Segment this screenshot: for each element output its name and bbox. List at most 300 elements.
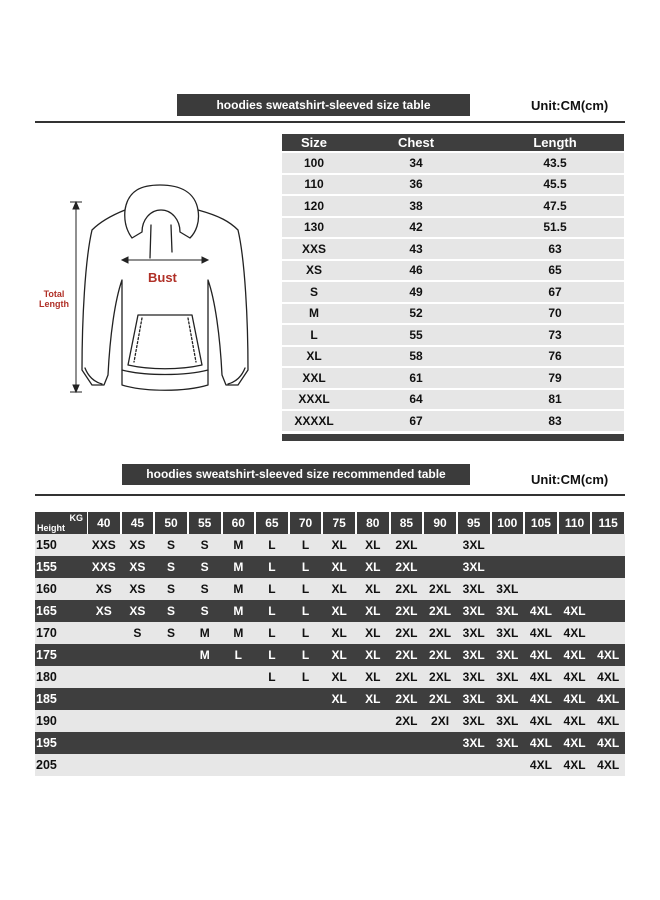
size-recommendation-cell: XL xyxy=(322,622,356,644)
size-recommendation-cell xyxy=(154,732,188,754)
corner-kg: KG xyxy=(69,513,83,523)
size-recommendation-cell: L xyxy=(255,644,289,666)
size-recommendation-cell: 3XL xyxy=(491,644,525,666)
length-cell: 70 xyxy=(548,306,562,321)
size-cell: 130 xyxy=(303,220,325,235)
length-cell: 73 xyxy=(548,327,562,342)
weight-header-cell xyxy=(121,512,155,534)
size-recommendation-cell xyxy=(423,754,457,776)
chest-cell: 36 xyxy=(409,177,423,192)
size-recommendation-cell: 3XL xyxy=(457,556,491,578)
size-recommendation-cell: XL xyxy=(356,666,390,688)
size-recommendation-cell: 3XL xyxy=(491,622,525,644)
size-recommendation-cell: 4XL xyxy=(558,600,592,622)
size-recommendation-cell: S xyxy=(154,622,188,644)
size-table-row xyxy=(282,175,624,195)
size-recommendation-cell xyxy=(121,666,155,688)
size-recommendation-cell xyxy=(255,688,289,710)
size-recommendation-cell: 4XL xyxy=(591,666,625,688)
size-recommendation-cell: 4XL xyxy=(524,710,558,732)
size-recommendation-cell: 3XL xyxy=(457,666,491,688)
size-recommendation-cell: S xyxy=(154,600,188,622)
size-table-header xyxy=(282,134,624,151)
height-cell: 150 xyxy=(35,534,87,556)
length-cell: 51.5 xyxy=(543,220,567,235)
size-recommendation-cell: 2XL xyxy=(423,666,457,688)
size-cell: 120 xyxy=(303,198,325,213)
size-recommendation-cell xyxy=(188,732,222,754)
weight-header-label: 60 xyxy=(223,512,255,534)
size-recommendation-cell: 4XL xyxy=(524,644,558,666)
size-cell: XXL xyxy=(302,370,326,385)
recommend-row xyxy=(35,666,625,688)
corner-cell xyxy=(35,512,87,534)
weight-header-label: 40 xyxy=(88,512,120,534)
size-recommendation-cell: XS xyxy=(87,600,121,622)
size-recommendation-cell: L xyxy=(255,666,289,688)
size-recommendation-cell xyxy=(491,534,525,556)
size-recommendation-cell xyxy=(591,578,625,600)
size-cell: XXXXL xyxy=(294,413,334,428)
size-recommendation-cell xyxy=(322,732,356,754)
size-table-row xyxy=(282,304,624,324)
size-recommendation-cell xyxy=(87,644,121,666)
length-cell: 83 xyxy=(548,413,562,428)
chest-cell: 55 xyxy=(409,327,423,342)
size-recommendation-cell: 4XL xyxy=(524,600,558,622)
size-recommendation-cell xyxy=(289,732,323,754)
size-recommendation-cell: 2XI xyxy=(423,710,457,732)
size-recommendation-cell: S xyxy=(188,600,222,622)
size-table-title: hoodies sweatshirt-sleeved size table xyxy=(177,94,470,116)
size-table-row xyxy=(282,261,624,281)
size-recommendation-cell: 3XL xyxy=(457,600,491,622)
weight-header-label: 80 xyxy=(357,512,389,534)
size-recommendation-cell: 3XL xyxy=(457,710,491,732)
weight-header-label: 100 xyxy=(492,512,524,534)
recommend-row xyxy=(35,534,625,556)
size-recommendation-cell xyxy=(188,666,222,688)
size-table xyxy=(282,134,624,441)
size-recommendation-cell xyxy=(188,688,222,710)
size-recommendation-cell xyxy=(423,556,457,578)
size-recommendation-cell xyxy=(524,578,558,600)
height-cell: 185 xyxy=(35,688,87,710)
weight-header-label: 105 xyxy=(525,512,557,534)
size-recommendation-cell: XS xyxy=(121,534,155,556)
size-recommendation-cell: 2XL xyxy=(390,644,424,666)
size-recommendation-cell xyxy=(154,710,188,732)
size-recommendation-cell: S xyxy=(154,534,188,556)
size-recommendation-cell xyxy=(154,666,188,688)
size-recommendation-cell: M xyxy=(222,534,256,556)
size-recommendation-cell: XL xyxy=(322,556,356,578)
weight-header-cell xyxy=(154,512,188,534)
total-length-line2: Length xyxy=(39,299,69,309)
size-recommendation-cell: 2XL xyxy=(390,622,424,644)
size-recommendation-cell: L xyxy=(289,600,323,622)
size-recommendation-cell xyxy=(121,710,155,732)
weight-header-label: 110 xyxy=(559,512,591,534)
size-recommendation-cell xyxy=(491,556,525,578)
size-recommendation-cell: 2XL xyxy=(390,534,424,556)
size-recommendation-cell: XS xyxy=(121,578,155,600)
size-recommendation-cell: S xyxy=(188,534,222,556)
weight-header-cell xyxy=(524,512,558,534)
column-header-length: Length xyxy=(533,135,577,150)
size-recommendation-cell: 4XL xyxy=(524,622,558,644)
size-recommendation-cell xyxy=(322,754,356,776)
size-recommendation-cell: 2XL xyxy=(390,578,424,600)
unit-label: Unit:CM(cm) xyxy=(531,98,609,113)
size-recommendation-cell xyxy=(423,534,457,556)
size-recommendation-cell xyxy=(87,732,121,754)
weight-header-label: 75 xyxy=(323,512,355,534)
weight-header-label: 50 xyxy=(155,512,187,534)
size-recommendation-cell: 2XL xyxy=(423,600,457,622)
size-recommendation-cell: 2XL xyxy=(390,600,424,622)
height-cell: 205 xyxy=(35,754,87,776)
size-recommendation-cell: 4XL xyxy=(591,710,625,732)
size-recommendation-cell xyxy=(322,710,356,732)
recommend-row xyxy=(35,600,625,622)
size-recommendation-cell xyxy=(121,732,155,754)
total-length-label xyxy=(36,289,72,309)
size-recommendation-cell: 4XL xyxy=(558,666,592,688)
size-recommendation-cell: M xyxy=(222,600,256,622)
size-recommendation-cell: S xyxy=(188,578,222,600)
size-cell: XS xyxy=(305,263,322,278)
size-recommendation-cell: XL xyxy=(322,534,356,556)
height-cell: 165 xyxy=(35,600,87,622)
size-recommendation-cell: 3XL xyxy=(457,534,491,556)
size-recommendation-cell: M xyxy=(188,644,222,666)
recommend-row xyxy=(35,710,625,732)
weight-header-cell xyxy=(356,512,390,534)
size-recommendation-cell: 3XL xyxy=(491,710,525,732)
size-cell: 100 xyxy=(303,155,325,170)
size-recommendation-cell: XL xyxy=(322,666,356,688)
size-recommendation-cell xyxy=(390,754,424,776)
size-recommendation-cell: 3XL xyxy=(457,644,491,666)
weight-header-cell xyxy=(491,512,525,534)
size-table-row xyxy=(282,218,624,238)
size-recommendation-cell: XL xyxy=(322,600,356,622)
total-length-line1: Total xyxy=(43,289,65,299)
size-recommendation-cell: 2XL xyxy=(390,556,424,578)
size-recommendation-cell xyxy=(222,688,256,710)
size-recommendation-cell xyxy=(222,732,256,754)
size-recommendation-cell: XS xyxy=(121,556,155,578)
size-recommendation-cell xyxy=(255,754,289,776)
size-cell: XXS xyxy=(301,241,326,256)
size-recommendation-cell xyxy=(289,754,323,776)
size-recommendation-cell: 4XL xyxy=(524,754,558,776)
size-recommendation-cell xyxy=(222,754,256,776)
size-recommendation-cell: XL xyxy=(356,578,390,600)
size-recommendation-cell xyxy=(558,578,592,600)
size-recommendation-cell: 4XL xyxy=(591,644,625,666)
size-recommendation-cell xyxy=(491,754,525,776)
size-recommendation-cell xyxy=(558,534,592,556)
weight-header-cell xyxy=(222,512,256,534)
size-table-row xyxy=(282,196,624,216)
size-recommendation-cell xyxy=(154,644,188,666)
length-cell: 79 xyxy=(548,370,562,385)
weight-header-label: 90 xyxy=(424,512,456,534)
size-recommendation-cell: 3XL xyxy=(457,622,491,644)
size-recommendation-cell xyxy=(154,688,188,710)
size-recommendation-cell: XL xyxy=(356,534,390,556)
size-recommendation-cell xyxy=(591,534,625,556)
length-cell: 63 xyxy=(548,241,562,256)
length-cell: 65 xyxy=(548,263,562,278)
chest-cell: 46 xyxy=(409,263,423,278)
recommend-row xyxy=(35,754,625,776)
length-cell: 76 xyxy=(548,349,562,364)
size-recommendation-cell: M xyxy=(188,622,222,644)
size-recommendation-cell xyxy=(87,622,121,644)
recommend-row xyxy=(35,622,625,644)
size-recommendation-cell: 4XL xyxy=(524,666,558,688)
weight-header-cell xyxy=(457,512,491,534)
size-recommendation-cell xyxy=(154,754,188,776)
size-table-row xyxy=(282,411,624,431)
corner-height: Height xyxy=(37,523,65,533)
weight-header-cell xyxy=(87,512,121,534)
size-recommendation-cell: XS xyxy=(87,578,121,600)
size-recommendation-cell: XL xyxy=(356,688,390,710)
size-cell: XXXL xyxy=(298,392,330,407)
size-table-row xyxy=(282,325,624,345)
size-table-row xyxy=(282,153,624,173)
size-recommendation-cell: XXS xyxy=(87,556,121,578)
size-recommendation-cell: L xyxy=(289,666,323,688)
chest-cell: 34 xyxy=(409,155,423,170)
recommend-table-title: hoodies sweatshirt-sleeved size recommended table xyxy=(122,464,470,485)
length-cell: 47.5 xyxy=(543,198,567,213)
weight-header-label: 95 xyxy=(458,512,490,534)
recommend-header-row xyxy=(35,512,625,534)
size-recommendation-cell: L xyxy=(289,556,323,578)
size-recommendation-cell xyxy=(289,688,323,710)
size-recommendation-cell: 3XL xyxy=(491,688,525,710)
size-recommendation-cell: 4XL xyxy=(591,688,625,710)
size-recommendation-cell: 3XL xyxy=(491,732,525,754)
size-recommendation-cell: 4XL xyxy=(558,622,592,644)
weight-header-label: 115 xyxy=(592,512,624,534)
weight-header-label: 65 xyxy=(256,512,288,534)
column-header-chest: Chest xyxy=(397,135,435,150)
chest-cell: 64 xyxy=(409,392,423,407)
size-recommendation-cell xyxy=(87,666,121,688)
size-recommendation-cell xyxy=(558,556,592,578)
recommend-row xyxy=(35,556,625,578)
size-recommendation-cell: XXS xyxy=(87,534,121,556)
length-cell: 45.5 xyxy=(543,177,567,192)
size-table-row xyxy=(282,282,624,302)
size-recommendation-cell: XL xyxy=(322,578,356,600)
size-recommendation-cell xyxy=(255,732,289,754)
size-recommendation-cell: 2XL xyxy=(423,578,457,600)
size-recommendation-cell: XL xyxy=(356,600,390,622)
size-recommendation-cell: 4XL xyxy=(591,732,625,754)
top-divider xyxy=(35,121,625,123)
weight-header-cell xyxy=(558,512,592,534)
size-recommendation-cell: XL xyxy=(356,622,390,644)
size-recommendation-cell: L xyxy=(255,556,289,578)
size-recommendation-cell xyxy=(457,754,491,776)
size-recommendation-cell: M xyxy=(222,578,256,600)
size-recommendation-cell xyxy=(222,710,256,732)
height-cell: 170 xyxy=(35,622,87,644)
height-cell: 190 xyxy=(35,710,87,732)
size-recommendation-cell: 3XL xyxy=(491,578,525,600)
recommend-unit-label: Unit:CM(cm) xyxy=(531,472,609,487)
size-recommendation-cell xyxy=(222,666,256,688)
middle-divider xyxy=(35,494,625,496)
column-header-size: Size xyxy=(300,135,327,150)
size-table-footer-bar xyxy=(282,434,624,441)
weight-header-label: 55 xyxy=(189,512,221,534)
length-cell: 67 xyxy=(548,284,562,299)
size-recommendation-cell: S xyxy=(154,556,188,578)
weight-header-label: 85 xyxy=(391,512,423,534)
chest-cell: 52 xyxy=(409,306,423,321)
size-recommendation-cell xyxy=(87,688,121,710)
size-recommendation-cell: 2XL xyxy=(423,644,457,666)
size-recommendation-cell: L xyxy=(255,622,289,644)
chest-cell: 42 xyxy=(409,220,423,235)
weight-header-label: 45 xyxy=(122,512,154,534)
recommend-row xyxy=(35,688,625,710)
size-recommendation-cell: 4XL xyxy=(558,754,592,776)
weight-header-cell xyxy=(255,512,289,534)
size-recommendation-cell xyxy=(356,710,390,732)
size-recommendation-cell: 4XL xyxy=(558,732,592,754)
size-recommendation-cell xyxy=(524,556,558,578)
size-recommendation-cell xyxy=(390,732,424,754)
size-recommendation-cell: L xyxy=(289,622,323,644)
size-recommendation-cell: 2XL xyxy=(390,710,424,732)
size-recommendation-cell: XL xyxy=(356,556,390,578)
size-recommendation-cell: L xyxy=(222,644,256,666)
size-recommendation-cell xyxy=(121,688,155,710)
size-table-row xyxy=(282,368,624,388)
weight-header-cell xyxy=(322,512,356,534)
chest-cell: 67 xyxy=(409,413,423,428)
size-recommendation-cell: 2XL xyxy=(423,622,457,644)
size-recommendation-cell: 4XL xyxy=(558,688,592,710)
weight-header-cell xyxy=(423,512,457,534)
size-recommendation-cell: 2XL xyxy=(423,688,457,710)
chest-cell: 61 xyxy=(409,370,423,385)
height-cell: 155 xyxy=(35,556,87,578)
size-cell: M xyxy=(309,306,319,321)
size-recommendation-cell: XL xyxy=(322,688,356,710)
size-recommendation-cell xyxy=(121,644,155,666)
size-recommendation-cell: 4XL xyxy=(524,688,558,710)
recommend-row xyxy=(35,644,625,666)
size-table-row xyxy=(282,347,624,367)
weight-header-cell xyxy=(591,512,625,534)
size-recommendation-cell: L xyxy=(289,534,323,556)
size-recommendation-cell xyxy=(188,710,222,732)
size-recommendation-cell: 3XL xyxy=(457,578,491,600)
size-recommendation-cell xyxy=(591,600,625,622)
size-recommendation-cell xyxy=(289,710,323,732)
size-recommendation-cell: L xyxy=(255,600,289,622)
length-cell: 81 xyxy=(548,392,562,407)
size-cell: S xyxy=(309,284,318,299)
size-cell: XL xyxy=(306,349,322,364)
size-recommendation-cell: 3XL xyxy=(457,732,491,754)
chest-cell: 58 xyxy=(409,349,423,364)
size-cell: 110 xyxy=(304,177,324,192)
size-recommendation-cell: XL xyxy=(356,644,390,666)
size-recommendation-cell xyxy=(356,754,390,776)
size-recommendation-cell xyxy=(87,754,121,776)
weight-header-cell xyxy=(289,512,323,534)
size-recommendation-cell: 4XL xyxy=(591,754,625,776)
size-recommendation-cell xyxy=(591,556,625,578)
size-recommendation-cell: 2XL xyxy=(390,666,424,688)
height-cell: 175 xyxy=(35,644,87,666)
size-recommendation-cell: S xyxy=(154,578,188,600)
size-recommendation-cell: XL xyxy=(322,644,356,666)
size-table-row xyxy=(282,239,624,259)
recommend-row xyxy=(35,578,625,600)
size-recommendation-cell: 3XL xyxy=(457,688,491,710)
height-cell: 180 xyxy=(35,666,87,688)
size-recommendation-cell: L xyxy=(255,534,289,556)
size-recommendation-cell xyxy=(423,732,457,754)
weight-header-cell xyxy=(188,512,222,534)
size-recommendation-cell: L xyxy=(289,644,323,666)
size-recommendation-cell: S xyxy=(188,556,222,578)
size-recommendation-cell: 4XL xyxy=(524,732,558,754)
chest-cell: 49 xyxy=(409,284,423,299)
bust-label: Bust xyxy=(148,270,177,285)
size-recommendation-cell xyxy=(356,732,390,754)
length-cell: 43.5 xyxy=(543,155,567,170)
size-recommendation-cell: L xyxy=(255,578,289,600)
size-recommendation-cell: 2XL xyxy=(390,688,424,710)
size-recommendation-cell xyxy=(87,710,121,732)
size-recommendation-cell xyxy=(121,754,155,776)
size-recommendation-cell xyxy=(188,754,222,776)
size-recommendation-cell xyxy=(255,710,289,732)
recommend-table xyxy=(35,512,625,776)
recommend-row xyxy=(35,732,625,754)
size-table-row xyxy=(282,390,624,410)
weight-header-cell xyxy=(390,512,424,534)
weight-header-label: 70 xyxy=(290,512,322,534)
size-recommendation-cell: 4XL xyxy=(558,710,592,732)
size-recommendation-cell: M xyxy=(222,622,256,644)
height-cell: 160 xyxy=(35,578,87,600)
size-recommendation-cell xyxy=(591,622,625,644)
size-recommendation-cell: S xyxy=(121,622,155,644)
size-recommendation-cell: XS xyxy=(121,600,155,622)
chest-cell: 38 xyxy=(409,198,423,213)
size-cell: L xyxy=(310,327,318,342)
size-recommendation-cell: 3XL xyxy=(491,600,525,622)
size-recommendation-cell: 3XL xyxy=(491,666,525,688)
size-recommendation-cell: M xyxy=(222,556,256,578)
chest-cell: 43 xyxy=(409,241,423,256)
height-cell: 195 xyxy=(35,732,87,754)
